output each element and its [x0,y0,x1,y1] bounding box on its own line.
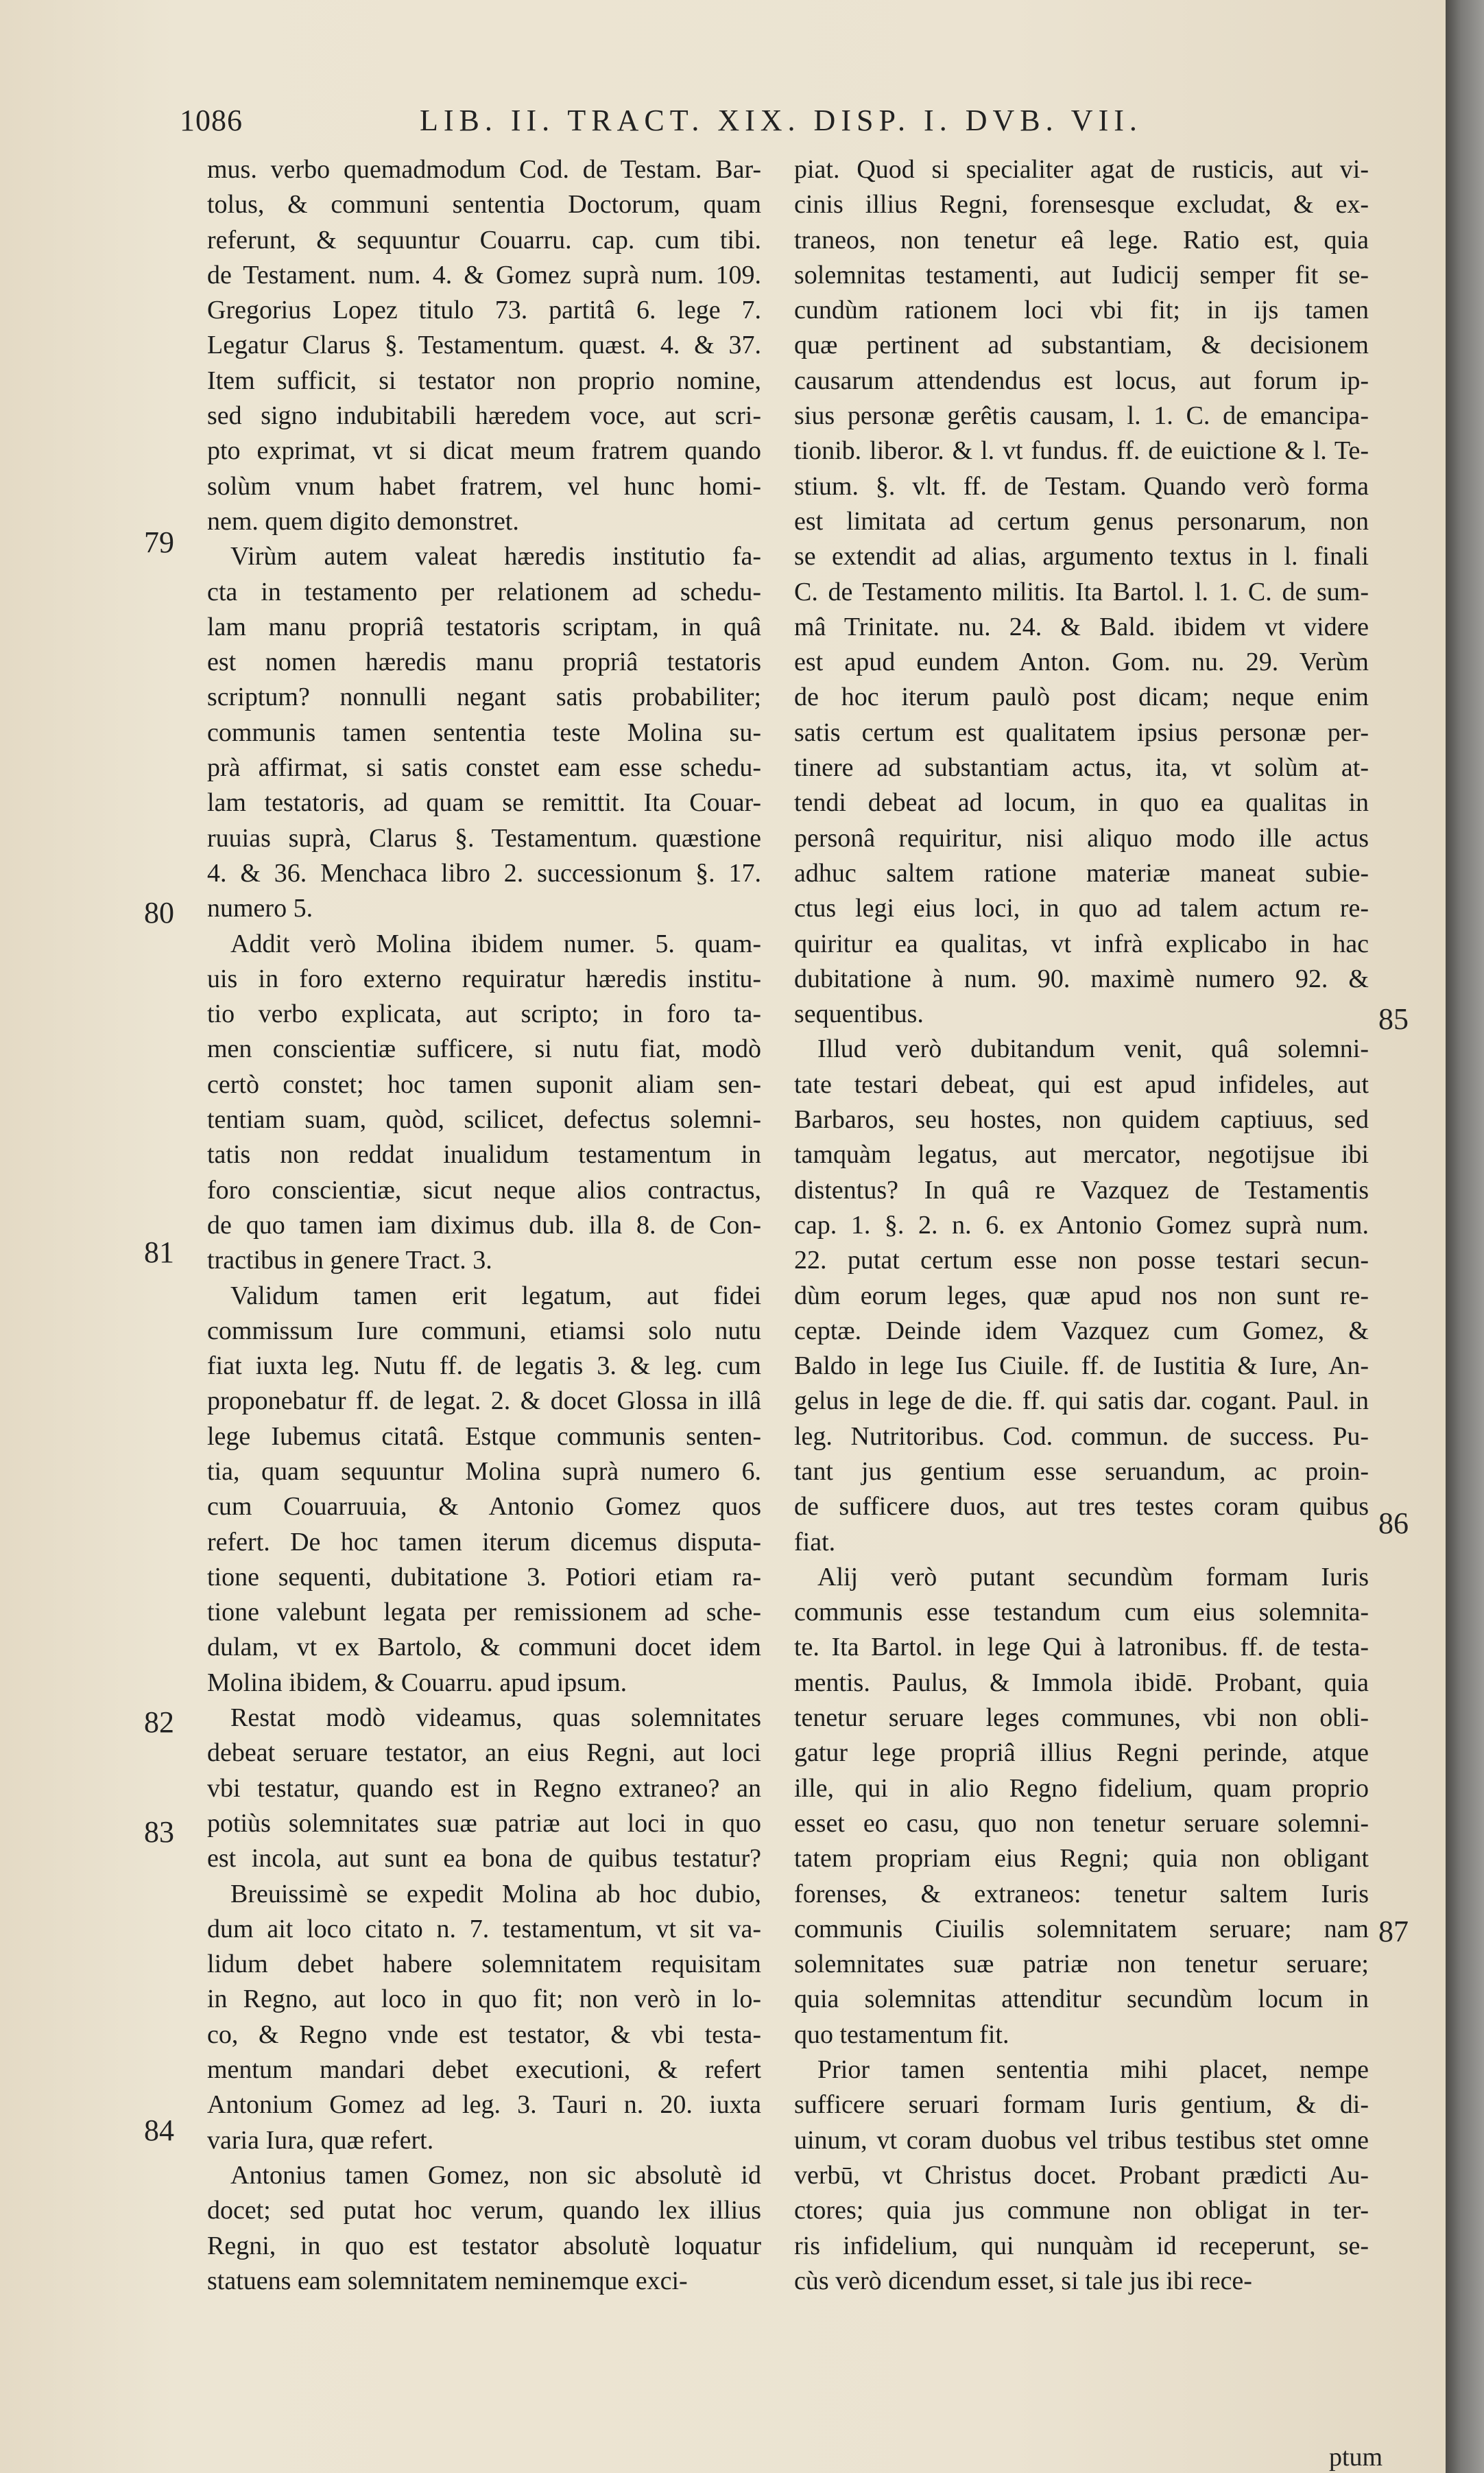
text-line: tant jus gentium esse seruandum, ac proin- [794,1456,1369,1486]
text-line: lidum debet habere solemnitatem requisitam [207,1950,761,1979]
text-line: tractibus in genere Tract. 3. [207,1246,492,1275]
margin-number-81: 81 [144,1235,174,1269]
text-line: sius personæ gerêtis causam, l. 1. C. de emancipa- [794,401,1369,431]
text-line: docet; sed putat hoc verum, quando lex illius [207,2196,761,2225]
text-line: ctus legi eius loci, in quo ad talem actum re- [794,894,1369,923]
text-line: tamquàm legatus, aut mercator, negotijsue ibi [794,1140,1369,1170]
text-line: de sufficere duos, aut tres testes coram quibus [794,1492,1369,1522]
text-line: certò constet; hoc tamen suponit aliam sen- [207,1069,761,1099]
text-line: se extendit ad alias, argumento textus in l. finali [794,542,1369,571]
text-line: C. de Testamento militis. Ita Bartol. l. 1. C. de sum- [794,577,1369,606]
text-line: cta in testamento per relationem ad schedu- [207,577,761,606]
text-line: traneos, non tenetur eâ lege. Ratio est, quia [794,225,1369,255]
text-line: 4. & 36. Menchaca libro 2. successionum §. 17. [207,858,761,888]
text-line: sed signo indubitabili hæredem voce, aut scri- [207,401,761,431]
text-line: communis esse testandum cum eius solemnita- [794,1598,1369,1627]
margin-number-84: 84 [144,2114,174,2147]
text-line: potiùs solemnitates suæ patriæ aut loci in quo [207,1808,761,1838]
text-line: tenetur seruare leges communes, vbi non obli- [794,1703,1369,1733]
text-line: in Regno, aut loco in quo fit; non verò in lo- [207,1985,761,2014]
text-line: leg. Nutritoribus. Cod. commun. de success. Pu- [794,1421,1369,1451]
text-line: ruuias suprà, Clarus §. Testamentum. quæstione [207,823,761,853]
text-line: verbū, vt Christus docet. Probant prædicti Au- [794,2160,1369,2190]
text-line: men conscientiæ sufficere, si nutu fiat, modò [207,1034,761,1064]
text-line: quia solemnitas attenditur secundùm locum in [794,1985,1369,2014]
text-line: co, & Regno vnde est testator, & vbi testa- [207,2020,761,2049]
margin-number-87: 87 [1378,1915,1409,1948]
text-line: tendi debeat ad locum, in quo ea qualitas in [794,788,1369,818]
text-line: debeat seruare testator, an eius Regni, aut loci [207,1738,761,1768]
text-line: Item sufficit, si testator non proprio nomine, [207,366,761,395]
text-line: sufficere seruari formam Iuris gentium, & di- [794,2090,1369,2120]
text-line: sequentibus. [794,999,924,1029]
text-line: ctores; quia jus commune non obligat in ter- [794,2196,1369,2225]
text-line: uinum, vt coram duobus vel tribus testibus stet omne [794,2125,1369,2155]
text-line: numero 5. [207,894,313,923]
text-line: mus. verbo quemadmodum Cod. de Testam. Bar- [207,155,761,184]
text-line: Prior tamen sententia mihi placet, nempe [817,2055,1369,2085]
text-line: communis tamen sententia teste Molina su- [207,718,761,747]
text-line: Alij verò putant secundùm formam Iuris [817,1562,1369,1592]
right-column [794,152,1369,2299]
margin-number-82: 82 [144,1705,174,1739]
text-line: refert. De hoc tamen iterum dicemus disputa- [207,1527,761,1557]
text-line: lege Iubemus citatâ. Estque communis senten- [207,1421,761,1451]
margin-number-80: 80 [144,896,174,930]
text-line: forenses, & extraneos: tenetur saltem Iuris [794,1879,1369,1908]
text-line: cùs verò dicendum esset, si tale jus ibi rece- [794,2266,1252,2295]
margin-number-85: 85 [1378,1002,1409,1036]
text-line: satis certum est qualitatem ipsius personæ per- [794,718,1369,747]
text-line: tentiam suam, quòd, scilicet, defectus solemni- [207,1105,761,1135]
text-line: dum ait loco citato n. 7. testamentum, vt sit va- [207,1914,761,1943]
text-line: Regni, in quo est testator absolutè loquatur [207,2231,761,2260]
text-line: est nomen hæredis manu propriâ testatoris [207,648,761,677]
text-line: tatem propriam eius Regni; quia non obligant [794,1844,1369,1873]
text-line: proponebatur ff. de legat. 2. & docet Glossa in illâ [207,1386,761,1416]
text-line: 22. putat certum esse non posse testari secun- [794,1246,1369,1275]
text-line: tione sequenti, dubitatione 3. Potiori etiam ra- [207,1562,761,1592]
text-line: lam testatoris, ad quam se remittit. Ita Couar- [207,788,761,818]
text-line: tione valebunt legata per remissionem ad sche- [207,1598,761,1627]
text-line: Virùm autem valeat hæredis institutio fa- [230,542,761,571]
text-line: personâ requiritur, nisi aliquo modo ille actus [794,823,1369,853]
text-line: tio verbo explicata, aut scripto; in foro ta- [207,999,761,1029]
text-line: tinere ad substantiam actus, ita, vt solùm at- [794,753,1369,783]
running-title: LIB. II. TRACT. XIX. DISP. I. DVB. VII. [420,104,1142,137]
text-line: fiat. [794,1527,836,1557]
text-line: pto exprimat, vt si dicat meum fratrem quando [207,436,761,466]
text-line: esset eo casu, quo non tenetur seruare solemni- [794,1808,1369,1838]
text-line: Restat modò videamus, quas solemnitates [230,1703,761,1733]
text-line: Illud verò dubitandum venit, quâ solemni- [817,1034,1369,1064]
text-line: piat. Quod si specialiter agat de rusticis, aut vi- [794,155,1369,184]
text-line: fiat iuxta leg. Nutu ff. de legatis 3. & leg. cum [207,1351,761,1381]
text-line: stium. §. vlt. ff. de Testam. Quando verò forma [794,471,1369,501]
text-line: foro conscientiæ, sicut neque alios contractus, [207,1175,761,1205]
text-line: ris infidelium, qui nunquàm id receperunt, se- [794,2231,1369,2260]
text-line: de quo tamen iam diximus dub. illa 8. de Con- [207,1210,761,1240]
text-line: est incola, aut sunt ea bona de quibus testatur? [207,1844,761,1873]
text-line: tatis non reddat inualidum testamentum in [207,1140,761,1170]
text-line: est apud eundem Anton. Gom. nu. 29. Verùm [794,648,1369,677]
text-line: quæ pertinent ad substantiam, & decisionem [794,331,1369,360]
text-line: uis in foro externo requiratur hæredis institu- [207,964,761,993]
text-line: nem. quem digito demonstret. [207,506,519,536]
text-line: de hoc iterum paulò post dicam; neque enim [794,683,1369,712]
text-line: mentum mandari debet executioni, & refert [207,2055,761,2085]
text-line: Validum tamen erit legatum, aut fidei [230,1281,761,1310]
text-line: mentis. Paulus, & Immola ibidē. Probant, quia [794,1668,1369,1697]
text-line: tate testari debeat, qui est apud infideles, aut [794,1069,1369,1099]
text-line: ceptæ. Deinde idem Vazquez cum Gomez, & [794,1316,1369,1345]
text-line: lam manu propriâ testatoris scriptam, in quâ [207,612,761,641]
text-line: solemnitates suæ patriæ non tenetur seruare; [794,1950,1369,1979]
text-line: Antonius tamen Gomez, non sic absolutè id [230,2160,761,2190]
text-line: ille, qui in alio Regno fidelium, quam proprio [794,1773,1369,1803]
text-line: de Testament. num. 4. & Gomez suprà num. 109. [207,260,761,289]
text-line: Barbaros, seu hostes, non quidem captiuus, sed [794,1105,1369,1135]
text-line: tolus, & communi sententia Doctorum, quam [207,190,761,220]
text-line: solemnitas testamenti, aut Iudicij semper fit se- [794,260,1369,289]
text-line: statuens eam solemnitatem neminemque exci- [207,2266,688,2295]
margin-number-86: 86 [1378,1506,1409,1540]
text-line: cundùm rationem loci vbi fit; in ijs tamen [794,296,1369,325]
text-line: varia Iura, quæ refert. [207,2125,434,2155]
text-line: Molina ibidem, & Couarru. apud ipsum. [207,1668,627,1697]
text-line: cinis illius Regni, forensesque excludat, & ex- [794,190,1369,220]
text-line: tionib. liberor. & l. vt fundus. ff. de euictione & l. Te- [794,436,1369,466]
book-gutter-edge [1446,0,1484,2473]
text-line: vbi testatur, quando est in Regno extraneo? an [207,1773,761,1803]
text-line: solùm vnum habet fratrem, vel hunc homi- [207,471,761,501]
text-line: dùm eorum leges, quæ apud nos non sunt re- [794,1281,1369,1310]
left-column [207,152,761,2299]
text-line: Baldo in lege Ius Ciuile. ff. de Iustitia & Iure, An- [794,1351,1369,1381]
text-line: referunt, & sequuntur Couarru. cap. cum tibi. [207,225,761,255]
text-line: Addit verò Molina ibidem numer. 5. quam- [230,929,761,958]
text-line: cap. 1. §. 2. n. 6. ex Antonio Gomez suprà num. [794,1210,1369,1240]
text-line: dubitatione à num. 90. maximè numero 92. & [794,964,1369,993]
text-line: Legatur Clarus §. Testamentum. quæst. 4. & 37. [207,331,761,360]
page-number: 1086 [180,104,243,137]
text-line: gelus in lege de die. ff. qui satis dar. cogant. Paul. in [794,1386,1369,1416]
text-line: quiritur ea qualitas, vt infrà explicabo in hac [794,929,1369,958]
text-line: Antonium Gomez ad leg. 3. Tauri n. 20. iuxta [207,2090,761,2120]
running-header [180,103,1345,151]
text-line: Breuissimè se expedit Molina ab hoc dubio, [230,1879,761,1908]
margin-number-83: 83 [144,1815,174,1849]
text-line: cum Couarruuia, & Antonio Gomez quos [207,1492,761,1522]
text-line: dulam, vt ex Bartolo, & communi docet idem [207,1633,761,1662]
text-line: scriptum? nonnulli negant satis probabiliter; [207,683,761,712]
text-line: distentus? In quâ re Vazquez de Testamentis [794,1175,1369,1205]
text-line: quo testamentum fit. [794,2020,1009,2049]
text-line: communis Ciuilis solemnitatem seruare; nam [794,1914,1369,1943]
text-line: tia, quam sequuntur Molina suprà numero 6. [207,1456,761,1486]
text-line: commissum Iure communi, etiamsi solo nutu [207,1316,761,1345]
text-line: te. Ita Bartol. in lege Qui à latronibus. ff. de testa- [794,1633,1369,1662]
margin-number-79: 79 [144,525,174,559]
text-line: adhuc saltem ratione materiæ maneat subie- [794,858,1369,888]
catchword: ptum [1329,2443,1383,2472]
text-line: prà affirmat, si satis constet eam esse schedu- [207,753,761,783]
text-line: Gregorius Lopez titulo 73. partitâ 6. lege 7. [207,296,761,325]
text-line: est limitata ad certum genus personarum, non [794,506,1369,536]
text-line: gatur lege propriâ illius Regni perinde, atque [794,1738,1369,1768]
text-line: mâ Trinitate. nu. 24. & Bald. ibidem vt videre [794,612,1369,641]
text-line: causarum attendendus est locus, aut forum ip- [794,366,1369,395]
